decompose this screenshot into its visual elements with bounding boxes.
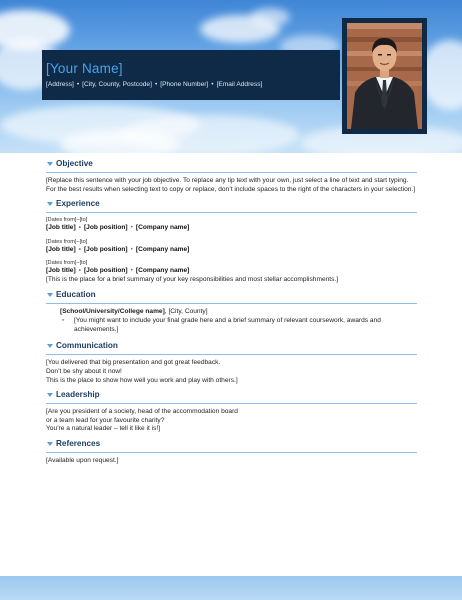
references-section xyxy=(46,438,417,466)
objective-section xyxy=(46,158,417,194)
leadership-line: or a team lead for your favourite charity? xyxy=(46,416,165,424)
section-title: Objective xyxy=(56,159,93,168)
job-dates: [Dates from]–[to] xyxy=(46,217,88,224)
job-sep-2: • xyxy=(130,245,133,253)
school-location: , [City, County] xyxy=(164,307,208,315)
objective-heading xyxy=(46,158,417,173)
section-title: References xyxy=(56,438,101,448)
leadership-heading xyxy=(46,389,417,404)
phone-number: [Phone Number] xyxy=(160,81,209,88)
job-line xyxy=(46,224,417,233)
job-entry xyxy=(46,260,417,284)
collapse-triangle-icon[interactable] xyxy=(47,442,53,446)
job-sep-1: • xyxy=(78,267,81,275)
references-text: [Available upon request.] xyxy=(46,456,119,464)
references-heading xyxy=(46,438,417,453)
resume-content xyxy=(46,158,417,470)
company-name: [Company name] xyxy=(135,224,190,232)
communication-line: [You delivered that big presentation and got great feedback. xyxy=(46,359,221,367)
leadership-line: [Are you president of a society, head of the accommodation board xyxy=(46,408,238,416)
experience-heading xyxy=(46,198,417,213)
contact-line xyxy=(46,81,262,88)
job-dates: [Dates from]–[to] xyxy=(46,260,88,267)
job-title: [Job title] xyxy=(46,245,76,253)
collapse-triangle-icon[interactable] xyxy=(47,202,53,206)
leadership-section xyxy=(46,389,417,434)
section-title: Experience xyxy=(56,199,100,209)
collapse-triangle-icon[interactable] xyxy=(47,293,53,297)
city-county-postcode: [City, County, Postcode] xyxy=(82,81,152,88)
school-name: [School/University/College name] xyxy=(60,307,165,315)
school-line xyxy=(60,308,417,317)
address: [Address] xyxy=(46,81,74,88)
section-title: Leadership xyxy=(56,390,100,400)
job-title: [Job title] xyxy=(46,267,76,275)
profile-photo xyxy=(347,23,422,129)
job-position: [Job position] xyxy=(83,245,128,253)
collapse-triangle-icon[interactable] xyxy=(47,344,53,348)
contact-separator: • xyxy=(76,81,80,88)
objective-text: [Replace this sentence with your job objective. To replace any tip text with your own, just select a line of text and start typing. For the best results when selecting text to copy or replace, don’t include spaces to the right of the characters in your selection.] xyxy=(46,177,416,193)
job-sep-2: • xyxy=(130,267,133,275)
education-bullet xyxy=(60,317,417,334)
job-summary: [This is the place for a brief summary of your key responsibilities and most stellar accomplishments.] xyxy=(46,275,339,283)
education-details: [You might want to include your final grade here and a brief summary of relevant coursework, awards and achievements.] xyxy=(74,317,381,333)
job-title: [Job title] xyxy=(46,224,76,232)
communication-line: Don’t be shy about it now! xyxy=(46,367,122,375)
section-title: Communication xyxy=(56,341,118,351)
job-position: [Job position] xyxy=(83,224,128,232)
job-entry xyxy=(46,217,417,233)
education-entry xyxy=(46,308,417,335)
bullet-icon: ▪ xyxy=(62,317,65,325)
footer-band xyxy=(0,576,462,600)
job-sep-1: • xyxy=(78,224,81,232)
collapse-triangle-icon[interactable] xyxy=(47,393,53,397)
contact-separator: • xyxy=(211,81,214,88)
company-name: [Company name] xyxy=(135,245,190,253)
communication-section xyxy=(46,340,417,385)
company-name: [Company name] xyxy=(135,267,190,275)
communication-line: This is the place to show how well you work and play with others.] xyxy=(46,376,238,384)
experience-section xyxy=(46,198,417,284)
education-heading xyxy=(46,289,417,304)
job-line xyxy=(46,246,417,255)
section-title: Education xyxy=(56,289,96,299)
job-entry xyxy=(46,239,417,255)
job-line xyxy=(46,267,417,276)
email-address: [Email Address] xyxy=(216,81,263,88)
job-sep-2: • xyxy=(130,224,133,232)
leadership-line: You’re a natural leader – tell it like it is!] xyxy=(46,425,161,433)
job-position: [Job position] xyxy=(83,267,128,275)
job-dates: [Dates from]–[to] xyxy=(46,238,88,245)
contact-separator: • xyxy=(154,81,158,88)
portrait-image xyxy=(347,23,422,129)
job-sep-1: • xyxy=(78,245,81,253)
your-name: [Your Name] xyxy=(46,61,123,76)
communication-heading xyxy=(46,340,417,355)
collapse-triangle-icon[interactable] xyxy=(47,162,53,166)
education-section xyxy=(46,289,417,335)
